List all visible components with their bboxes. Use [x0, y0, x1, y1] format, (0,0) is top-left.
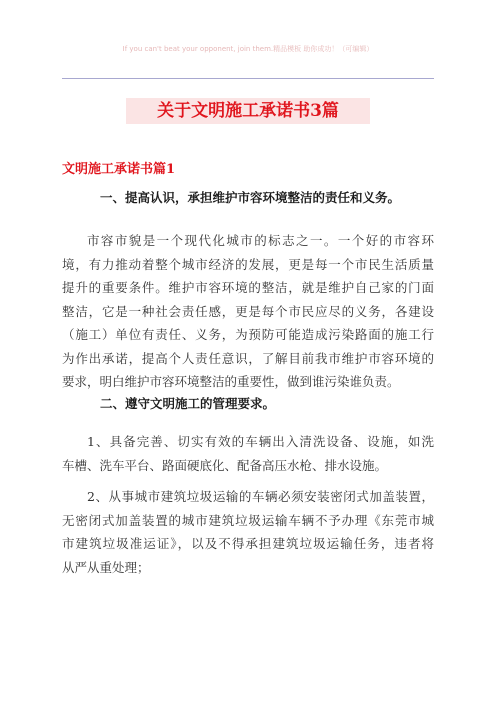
header-watermark: If you can't beat your opponent, join them.精品模板 助你成功！（可编辑）	[122, 45, 374, 53]
paragraph-line: 2、从事城市建筑垃圾运输的车辆必须安装密闭式加盖装置，	[87, 489, 434, 504]
paragraph-line: 市容市貌是一个现代化城市的标志之一。一个好的市容环	[87, 233, 434, 248]
paragraph-1	[62, 229, 434, 394]
heading-1: 一、提高认识，承担维护市容环境整洁的责任和义务。	[100, 190, 401, 205]
paragraph-line: 要求，明白维护市容环境整洁的重要性，做到谁污染谁负责。	[62, 374, 400, 389]
paragraph-line: 1、具备完善、切实有效的车辆出入清洗设备、设施，如洗	[87, 434, 434, 449]
paragraph-line: （施工）单位有责任、义务，为预防可能造成污染路面的施工行	[62, 327, 434, 342]
paragraph-line: 车槽、洗车平台、路面硬底化、配备高压水枪、排水设施。	[62, 457, 388, 473]
section-title: 文明施工承诺书篇1	[62, 162, 176, 177]
heading-2: 二、遵守文明施工的管理要求。	[100, 396, 276, 411]
paragraph-line: 整洁，它是一种社会责任感，更是每个市民应尽的义务，各建设	[62, 303, 434, 319]
paragraph-line: 提升的重要条件。维护市容环境的整洁，就是维护自己家的门面	[62, 280, 434, 295]
paragraph-line: 境，有力推动着整个城市经济的发展，更是每一个市民生活质量	[62, 256, 434, 272]
paragraph-line: 市建筑垃圾准运证》，以及不得承担建筑垃圾运输任务，违者将	[62, 536, 434, 551]
paragraph-line: 为作出承诺，提高个人责任意识，了解目前我市维护市容环境的	[62, 350, 434, 366]
paragraph-2	[62, 430, 434, 477]
paragraph-line: 无密闭式加盖装置的城市建筑垃圾运输车辆不予办理《东莞市城	[62, 512, 434, 528]
paragraph-3	[62, 485, 434, 579]
paragraph-line: 从严从重处理；	[62, 559, 150, 575]
header-divider	[62, 78, 434, 79]
document-title: 关于文明施工承诺书3篇	[126, 98, 370, 124]
